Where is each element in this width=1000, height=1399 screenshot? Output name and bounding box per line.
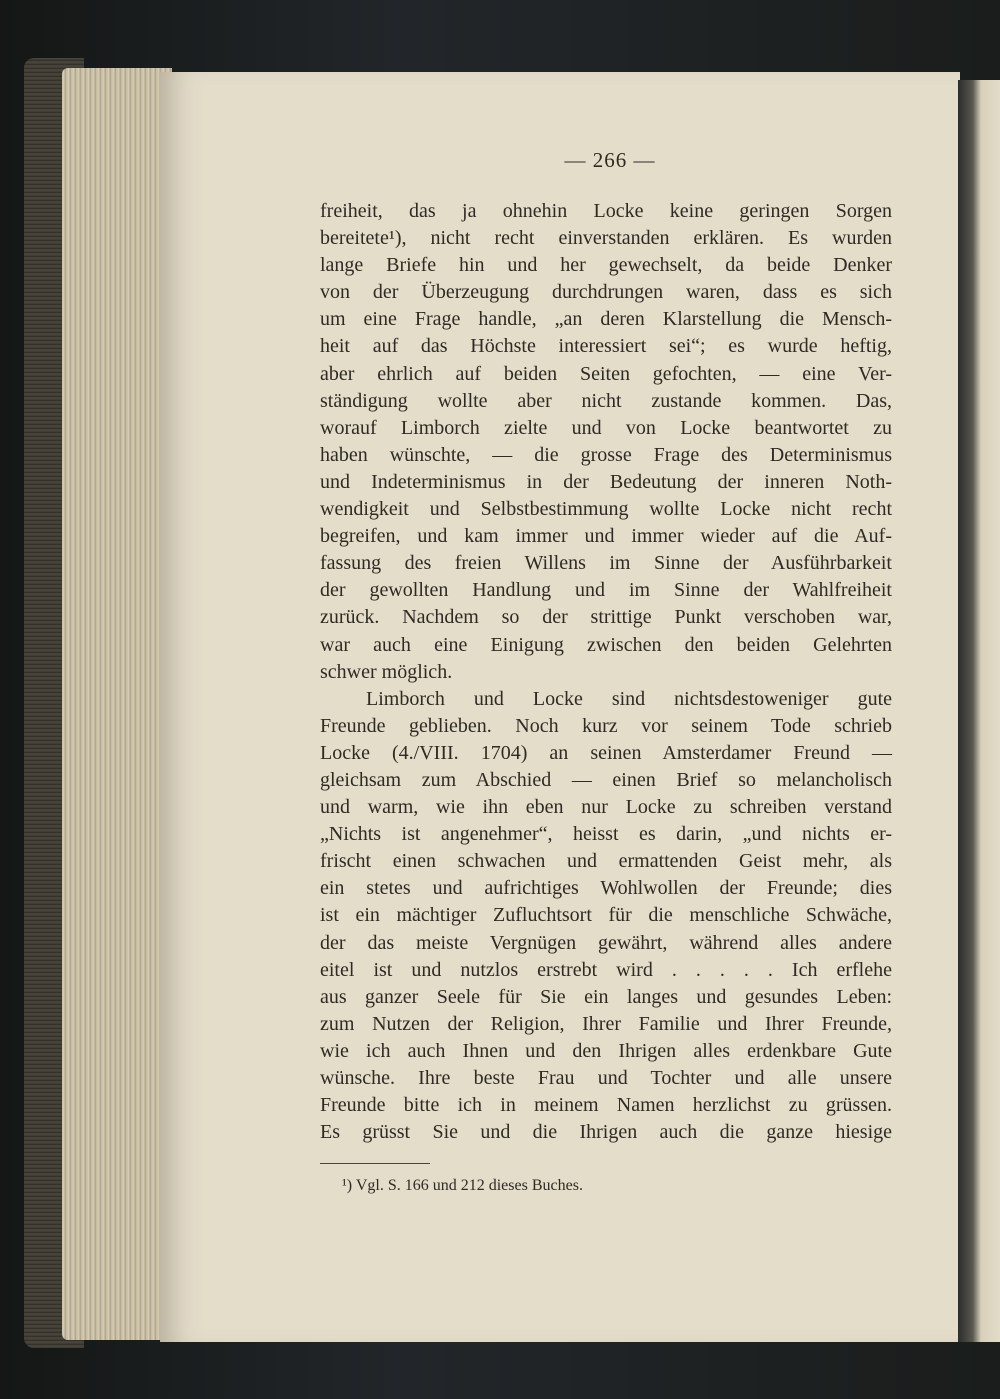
text-line: Locke (4./VIII. 1704) an seinen Amsterdamer Freund — [320,741,892,764]
text-line: schwer möglich. [320,660,453,683]
text-line: der gewollten Handlung und im Sinne der Wahlfreiheit [320,579,892,602]
footnote: ¹) Vgl. S. 166 und 212 dieses Buches. [342,1177,583,1194]
text-line: zurück. Nachdem so der strittige Punkt verschoben war, [320,606,892,629]
text-line: freiheit, das ja ohnehin Locke keine geringen Sorgen [320,200,892,222]
text-line: der das meiste Vergnügen gewährt, während alles andere [320,931,892,954]
text-line: zum Nutzen der Religion, Ihrer Familie und Ihrer Freunde, [320,1012,892,1035]
text-line: ist ein mächtiger Zufluchtsort für die menschliche Schwäche, [320,904,892,927]
text-line: von der Überzeugung durchdrungen waren, dass es sich [320,281,892,304]
text-line: gleichsam zum Abschied — einen Brief so melancholisch [320,768,892,791]
text-line: und Indeterminismus in der Bedeutung der inneren Noth- [320,470,892,493]
text-line: „Nichts ist angenehmer“, heisst es darin, „und nichts er- [320,823,892,846]
text-line: um eine Frage handle, „an deren Klarstellung die Mensch- [320,308,892,331]
text-line: worauf Limborch zielte und von Locke beantwortet zu [320,416,892,439]
text-line: ein stetes und aufrichtiges Wohlwollen der Freunde; dies [320,877,892,900]
text-line: Es grüsst Sie und die Ihrigen auch die ganze hiesige [320,1121,892,1144]
footnote-divider [320,1163,430,1164]
text-line: fassung des freien Willens im Sinne der Ausführbarkeit [320,552,892,575]
text-line: Freunde geblieben. Noch kurz vor seinem Tode schrieb [320,714,892,737]
text-line: ständigung wollte aber nicht zustande kommen. Das, [320,389,892,412]
text-line: und warm, wie ihn eben nur Locke zu schreiben verstand [320,796,892,819]
text-line: eitel ist und nutzlos erstrebt wird . . . . . Ich erflehe [320,958,892,981]
text-line: Limborch und Locke sind nichtsdestoweniger gute [366,687,892,710]
text-line: aber ehrlich auf beiden Seiten gefochten, — eine Ver- [320,362,892,385]
facing-page-edge [958,80,1000,1342]
text-line: begreifen, und kam immer und immer wieder auf die Auf- [320,525,892,548]
page-number: — 266 — [564,148,656,172]
text-line: frischt einen schwachen und ermattenden Geist mehr, als [320,850,892,873]
text-line: war auch eine Einigung zwischen den beiden Gelehrten [320,633,892,656]
text-line: wie ich auch Ihnen und den Ihrigen alles erdenkbare Gute [320,1039,892,1062]
text-line: lange Briefe hin und her gewechselt, da beide Denker [320,254,892,277]
body-text [320,198,892,1146]
text-line: wendigkeit und Selbstbestimmung wollte Locke nicht recht [320,498,892,521]
text-line: aus ganzer Seele für Sie ein langes und gesundes Leben: [320,985,892,1008]
text-line: Freunde bitte ich in meinem Namen herzlichst zu grüssen. [320,1094,892,1117]
page-edges [62,68,172,1340]
text-line: heit auf das Höchste interessiert sei“; es wurde heftig, [320,335,892,358]
text-line: haben wünschte, — die grosse Frage des Determinismus [320,443,892,466]
text-line: bereitete¹), nicht recht einverstanden erklären. Es wurden [320,227,892,250]
text-line: wünsche. Ihre beste Frau und Tochter und alle unsere [320,1067,892,1089]
